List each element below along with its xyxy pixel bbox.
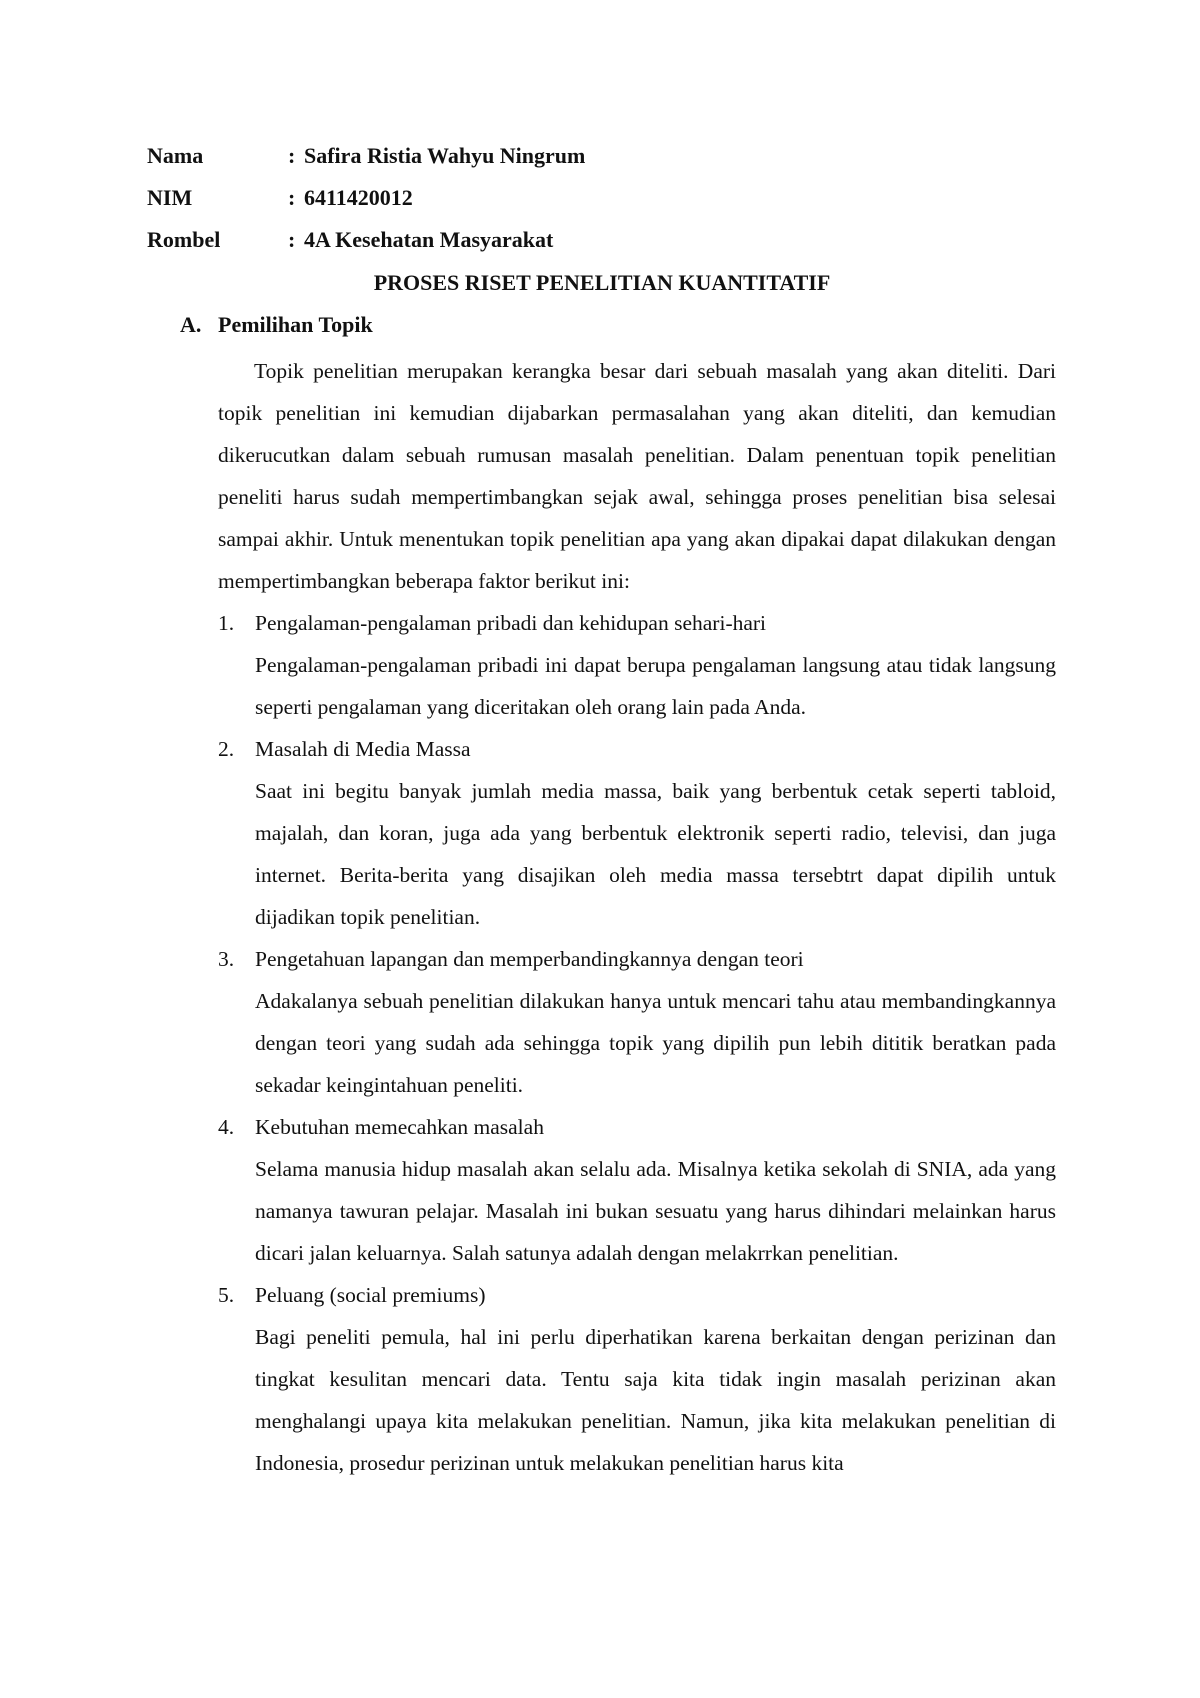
list-item [218, 728, 1056, 938]
item-title: Masalah di Media Massa [255, 737, 471, 761]
item-description: Bagi peneliti pemula, hal ini perlu diperhatikan karena berkaitan dengan perizinan dan tingkat kesulitan mencari data. Tentu saja kita tidak ingin masalah perizinan akan menghalangi upaya kita melakukan penelitian. Namun, jika kita melakukan penelitian di Indonesia, prosedur perizinan untuk melakukan penelitian harus kita [255, 1325, 1056, 1475]
item-description: Adakalanya sebuah penelitian dilakukan hanya untuk mencari tahu atau membandingkannya dengan teori yang sudah ada sehingga topik yang dipilih pun lebih dititik beratkan pada sekadar keingintahuan peneliti. [255, 989, 1056, 1097]
info-row-nim [147, 185, 1047, 227]
list-item [218, 938, 1056, 1106]
item-title: Pengetahuan lapangan dan memperbandingkannya dengan teori [255, 947, 804, 971]
list-item [218, 1106, 1056, 1274]
item-title: Pengalaman-pengalaman pribadi dan kehidupan sehari-hari [255, 611, 767, 635]
info-separator: : [288, 185, 296, 210]
section-body [218, 350, 1056, 1484]
factor-list [218, 602, 1056, 1484]
info-value: 6411420012 [304, 185, 413, 210]
student-info [147, 143, 1047, 269]
section-letter: A. [180, 312, 202, 337]
item-description: Saat ini begitu banyak jumlah media massa, baik yang berbentuk cetak seperti tabloid, majalah, dan koran, juga ada yang berbentuk elektronik seperti radio, televisi, dan juga internet. Berita-berita yang disajikan oleh media massa tersebtrt dapat dipilih untuk dijadikan topik penelitian. [255, 779, 1056, 929]
info-separator: : [288, 227, 296, 252]
info-label: Rombel [147, 227, 221, 252]
section-title: Pemilihan Topik [218, 312, 373, 337]
section-heading [180, 312, 373, 338]
intro-paragraph: Topik penelitian merupakan kerangka besar dari sebuah masalah yang akan diteliti. Dari topik penelitian ini kemudian dijabarkan permasalahan yang akan diteliti, dan kemudian dikerucutkan dalam sebuah rumusan masalah penelitian. Dalam penentuan topik penelitian peneliti harus sudah mempertimbangkan sejak awal, sehingga proses penelitian bisa selesai sampai akhir. Untuk menentukan topik penelitian apa yang akan dipakai dapat dilakukan dengan mempertimbangkan beberapa faktor berikut ini: [218, 359, 1056, 593]
info-row-rombel [147, 227, 1047, 269]
list-item [218, 602, 1056, 728]
info-value: Safira Ristia Wahyu Ningrum [304, 143, 586, 168]
item-number: 4. [218, 1115, 235, 1139]
info-value: 4A Kesehatan Masyarakat [304, 227, 554, 252]
item-title: Kebutuhan memecahkan masalah [255, 1115, 544, 1139]
list-item [218, 1274, 1056, 1484]
item-description: Pengalaman-pengalaman pribadi ini dapat berupa pengalaman langsung atau tidak langsung seperti pengalaman yang diceritakan oleh orang lain pada Anda. [255, 653, 1056, 719]
info-label: Nama [147, 143, 204, 168]
document-title: PROSES RISET PENELITIAN KUANTITATIF [373, 270, 831, 295]
item-title: Peluang (social premiums) [255, 1283, 486, 1307]
info-separator: : [288, 143, 296, 168]
item-number: 1. [218, 611, 235, 635]
item-number: 5. [218, 1283, 235, 1307]
info-row-nama [147, 143, 1047, 185]
item-description: Selama manusia hidup masalah akan selalu ada. Misalnya ketika sekolah di SNIA, ada yang namanya tawuran pelajar. Masalah ini bukan sesuatu yang harus dihindari melainkan harus dicari jalan keluarnya. Salah satunya adalah dengan melakrrkan penelitian. [255, 1157, 1056, 1265]
info-label: NIM [147, 185, 193, 210]
item-number: 2. [218, 737, 235, 761]
item-number: 3. [218, 947, 235, 971]
